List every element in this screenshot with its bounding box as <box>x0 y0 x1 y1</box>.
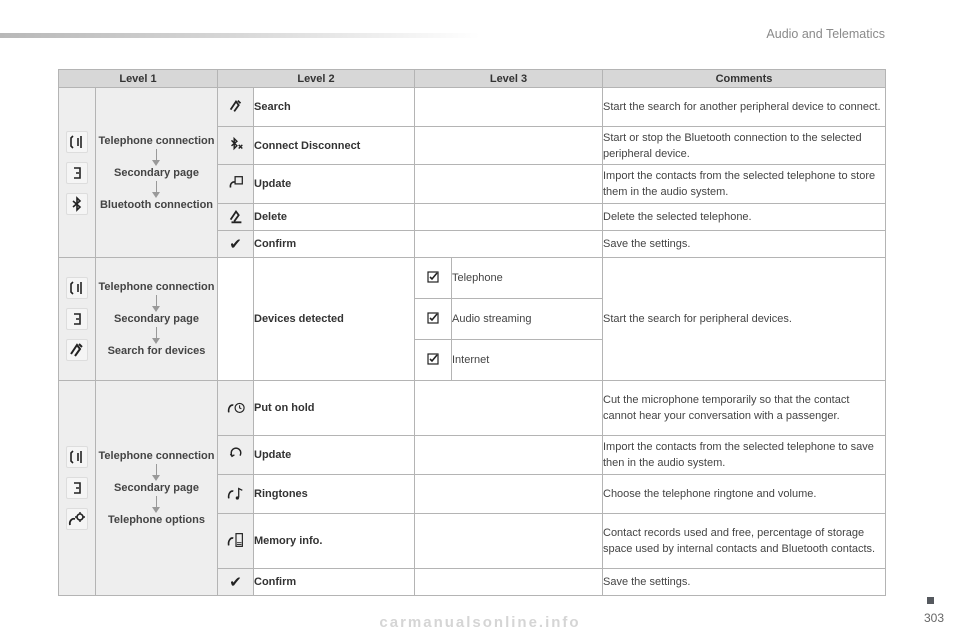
phone-book-icon <box>66 446 88 468</box>
flow-step: Telephone connection <box>98 281 215 293</box>
secondary-page-icon <box>66 308 88 330</box>
comment: Import the contacts from the selected telephone to save then in the audio system. <box>603 436 886 475</box>
comment: Import the contacts from the selected telephone to store them in the audio system. <box>603 165 886 204</box>
checkbox-icon <box>415 299 452 340</box>
page-number: 303 <box>923 611 944 625</box>
checkbox-icon <box>415 258 452 299</box>
checkmark-icon: ✔ <box>218 569 254 596</box>
watermark: carmanualsonline.info <box>379 614 581 631</box>
level2-label: Delete <box>254 204 415 231</box>
phone-book-icon <box>66 277 88 299</box>
level1-flow <box>96 258 218 381</box>
flow-step: Secondary page <box>114 313 199 325</box>
secondary-page-icon <box>66 477 88 499</box>
flow-step: Telephone connection <box>98 450 215 462</box>
flow-arrow-icon <box>156 149 157 161</box>
level2-label: Confirm <box>254 569 415 596</box>
flow-arrow-icon <box>156 327 157 339</box>
level2-label: Ringtones <box>254 475 415 514</box>
flow-step: Telephone options <box>108 514 205 526</box>
flow-step: Search for devices <box>107 345 206 357</box>
comment: Delete the selected telephone. <box>603 204 886 231</box>
table-row <box>59 381 886 436</box>
level2-label: Memory info. <box>254 514 415 569</box>
checkmark-icon: ✔ <box>218 231 254 258</box>
col-level1: Level 1 <box>59 70 218 88</box>
level2-label: Confirm <box>254 231 415 258</box>
phone-settings-icon <box>66 508 88 530</box>
level2-label: Put on hold <box>254 381 415 436</box>
level3-option: Internet <box>452 340 603 381</box>
level2-label: Search <box>254 88 415 127</box>
flow-step: Telephone connection <box>98 134 215 147</box>
search-device-icon <box>218 88 254 127</box>
secondary-page-icon <box>66 162 88 184</box>
table-row <box>59 88 886 127</box>
comment: Start the search for another peripheral device to connect. <box>603 88 886 127</box>
update-contacts-icon <box>218 165 254 204</box>
flow-step: Secondary page <box>114 166 199 179</box>
flow-step: Bluetooth connection <box>99 198 214 211</box>
header-bar <box>0 33 480 38</box>
level1-flow <box>96 88 218 258</box>
col-level3: Level 3 <box>415 70 603 88</box>
level2-label: Devices detected <box>254 299 415 340</box>
level3-option: Telephone <box>452 258 603 299</box>
connect-disconnect-icon <box>218 127 254 165</box>
page-marker <box>927 597 934 604</box>
col-comments: Comments <box>603 70 886 88</box>
flow-step: Secondary page <box>114 482 199 494</box>
comment: Contact records used and free, percentage of storage space used by internal contacts and Bluetooth contacts. <box>603 514 886 569</box>
search-device-icon <box>66 339 88 361</box>
comment: Start or stop the Bluetooth connection to the selected peripheral device. <box>603 127 886 165</box>
level1-icons <box>59 381 96 596</box>
delete-device-icon <box>218 204 254 231</box>
flow-arrow-icon <box>156 496 157 508</box>
checkbox-icon <box>415 340 452 381</box>
ringtone-icon <box>218 475 254 514</box>
table-row <box>59 258 886 299</box>
section-title: Audio and Telematics <box>766 27 885 41</box>
comment: Start the search for peripheral devices. <box>603 258 886 381</box>
menu-table <box>58 69 886 596</box>
level2-label: Update <box>254 165 415 204</box>
flow-arrow-icon <box>156 181 157 193</box>
flow-arrow-icon <box>156 295 157 307</box>
level1-icons <box>59 88 96 258</box>
level2-label: Update <box>254 436 415 475</box>
phone-book-icon <box>66 131 88 153</box>
level3-option: Audio streaming <box>452 299 603 340</box>
update-icon <box>218 436 254 475</box>
memory-info-icon <box>218 514 254 569</box>
comment: Save the settings. <box>603 231 886 258</box>
comment: Cut the microphone temporarily so that the contact cannot hear your conversation with a passenger. <box>603 381 886 436</box>
comment: Choose the telephone ringtone and volume. <box>603 475 886 514</box>
level1-flow <box>96 381 218 596</box>
hold-call-icon <box>218 381 254 436</box>
bluetooth-icon <box>66 193 88 215</box>
table-header <box>59 70 886 88</box>
level1-icons <box>59 258 96 381</box>
level2-label: Connect Disconnect <box>254 127 415 165</box>
col-level2: Level 2 <box>218 70 415 88</box>
flow-arrow-icon <box>156 464 157 476</box>
comment: Save the settings. <box>603 569 886 596</box>
